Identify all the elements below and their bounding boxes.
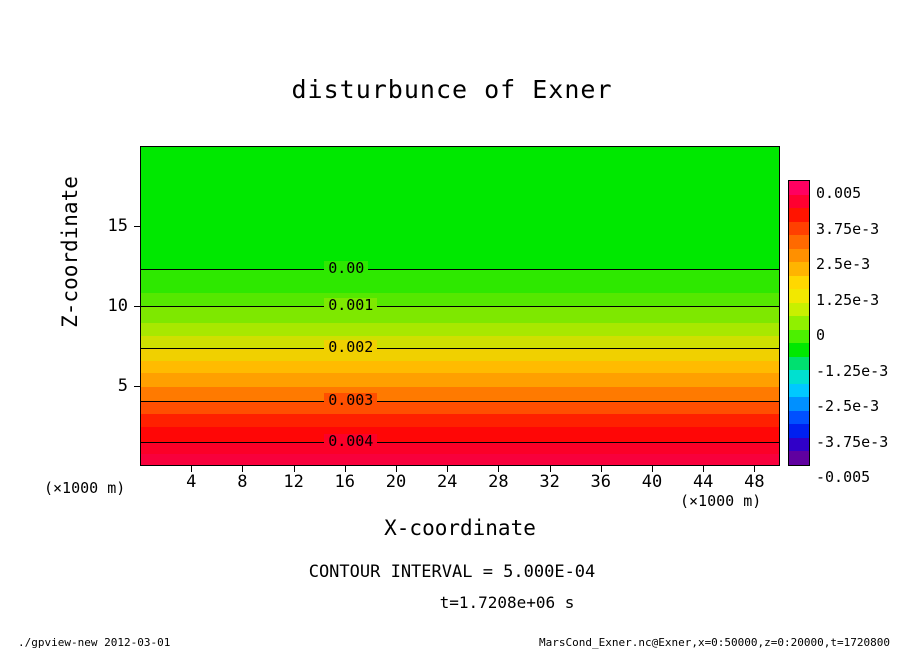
time-label: t=1.7208e+06 s — [439, 593, 575, 612]
colorbar — [788, 180, 810, 466]
x-axis-tick-label: 16 — [334, 472, 356, 492]
colorbar-tick-label: 3.75e-3 — [816, 219, 880, 238]
colorbar-tick-label: -3.75e-3 — [816, 432, 889, 451]
colorbar-segment — [789, 330, 809, 344]
colorbar-tick-label: -0.005 — [816, 468, 871, 486]
contour-interval-label: CONTOUR INTERVAL = 5.000E-04 — [308, 562, 596, 582]
contour-band — [141, 387, 779, 401]
x-axis-tick-label: 8 — [237, 472, 248, 492]
colorbar-segment — [789, 357, 809, 371]
contour-line-label: 0.001 — [324, 298, 377, 312]
y-axis-tick — [134, 386, 140, 387]
x-axis-tick-label: 20 — [385, 472, 407, 492]
x-axis-tick-label: 44 — [692, 472, 714, 492]
colorbar-segment — [789, 303, 809, 317]
colorbar-segment — [789, 451, 809, 465]
colorbar-segment — [789, 262, 809, 276]
contour-band — [141, 414, 779, 427]
colorbar-segment — [789, 343, 809, 357]
colorbar-segment — [789, 195, 809, 209]
contour-line-label: 0.002 — [324, 340, 377, 354]
y-axis-tick — [134, 226, 140, 227]
plot-area — [140, 146, 780, 466]
colorbar-segment — [789, 424, 809, 438]
x-axis-tick-label: 4 — [186, 472, 197, 492]
x-unit-left-label: (×1000 m) — [44, 479, 126, 497]
contour-band — [141, 373, 779, 387]
x-axis-tick-label: 40 — [641, 472, 663, 492]
colorbar-tick-label: 0 — [816, 326, 826, 344]
contour-line — [141, 348, 779, 349]
x-axis-tick-label: 48 — [744, 472, 765, 492]
contour-line-label: 0.003 — [324, 393, 377, 407]
contour-band — [141, 323, 779, 336]
colorbar-segment — [789, 235, 809, 249]
contour-band — [141, 269, 779, 294]
colorbar-segment — [789, 276, 809, 290]
footer-right-label: MarsCond_Exner.nc@Exner,x=0:50000,z=0:20000,t=1720800 — [539, 636, 890, 649]
x-unit-right-label: (×1000 m) — [680, 492, 762, 510]
contour-band — [141, 147, 779, 270]
contour-line — [141, 269, 779, 270]
colorbar-tick-label: 2.5e-3 — [816, 255, 871, 273]
y-axis-title: Z-coordinate — [58, 176, 82, 328]
colorbar-tick-label: -1.25e-3 — [816, 361, 889, 380]
colorbar-tick-label: 1.25e-3 — [816, 290, 880, 309]
y-axis-tick-label: 10 — [107, 296, 128, 316]
colorbar-segment — [789, 397, 809, 411]
y-axis-tick-label: 5 — [117, 376, 128, 396]
contour-band — [141, 348, 779, 362]
colorbar-segment — [789, 208, 809, 222]
contour-band — [141, 427, 779, 443]
colorbar-segment — [789, 222, 809, 236]
colorbar-segment — [789, 316, 809, 330]
contour-band — [141, 293, 779, 306]
x-axis-title: X-coordinate — [384, 516, 536, 540]
contour-line-label: 0.00 — [324, 261, 368, 275]
x-axis-tick-label: 12 — [283, 472, 304, 492]
colorbar-tick-label: -2.5e-3 — [816, 397, 880, 415]
y-axis-tick-label: 15 — [107, 216, 128, 236]
colorbar-segment — [789, 289, 809, 303]
x-axis-tick-label: 36 — [590, 472, 612, 492]
colorbar-segment — [789, 249, 809, 263]
x-axis-tick-label: 32 — [539, 472, 560, 492]
contour-band — [141, 454, 779, 466]
contour-line — [141, 442, 779, 443]
page-title: disturbunce of Exner — [291, 75, 613, 104]
contour-band — [141, 401, 779, 415]
footer-left-label: ./gpview-new 2012-03-01 — [18, 636, 171, 649]
contour-band — [141, 361, 779, 374]
contour-line — [141, 306, 779, 307]
contour-band — [141, 442, 779, 455]
colorbar-segment — [789, 438, 809, 452]
x-axis-tick-label: 24 — [436, 472, 458, 492]
contour-line — [141, 401, 779, 402]
contour-line-label: 0.004 — [324, 434, 377, 448]
colorbar-segment — [789, 411, 809, 425]
x-axis-tick-label: 28 — [488, 472, 509, 492]
contour-band — [141, 336, 779, 349]
contour-band — [141, 306, 779, 323]
colorbar-tick-label: 0.005 — [816, 184, 862, 202]
colorbar-segment — [789, 181, 809, 195]
colorbar-segment — [789, 370, 809, 384]
colorbar-segment — [789, 384, 809, 398]
y-axis-tick — [134, 306, 140, 307]
